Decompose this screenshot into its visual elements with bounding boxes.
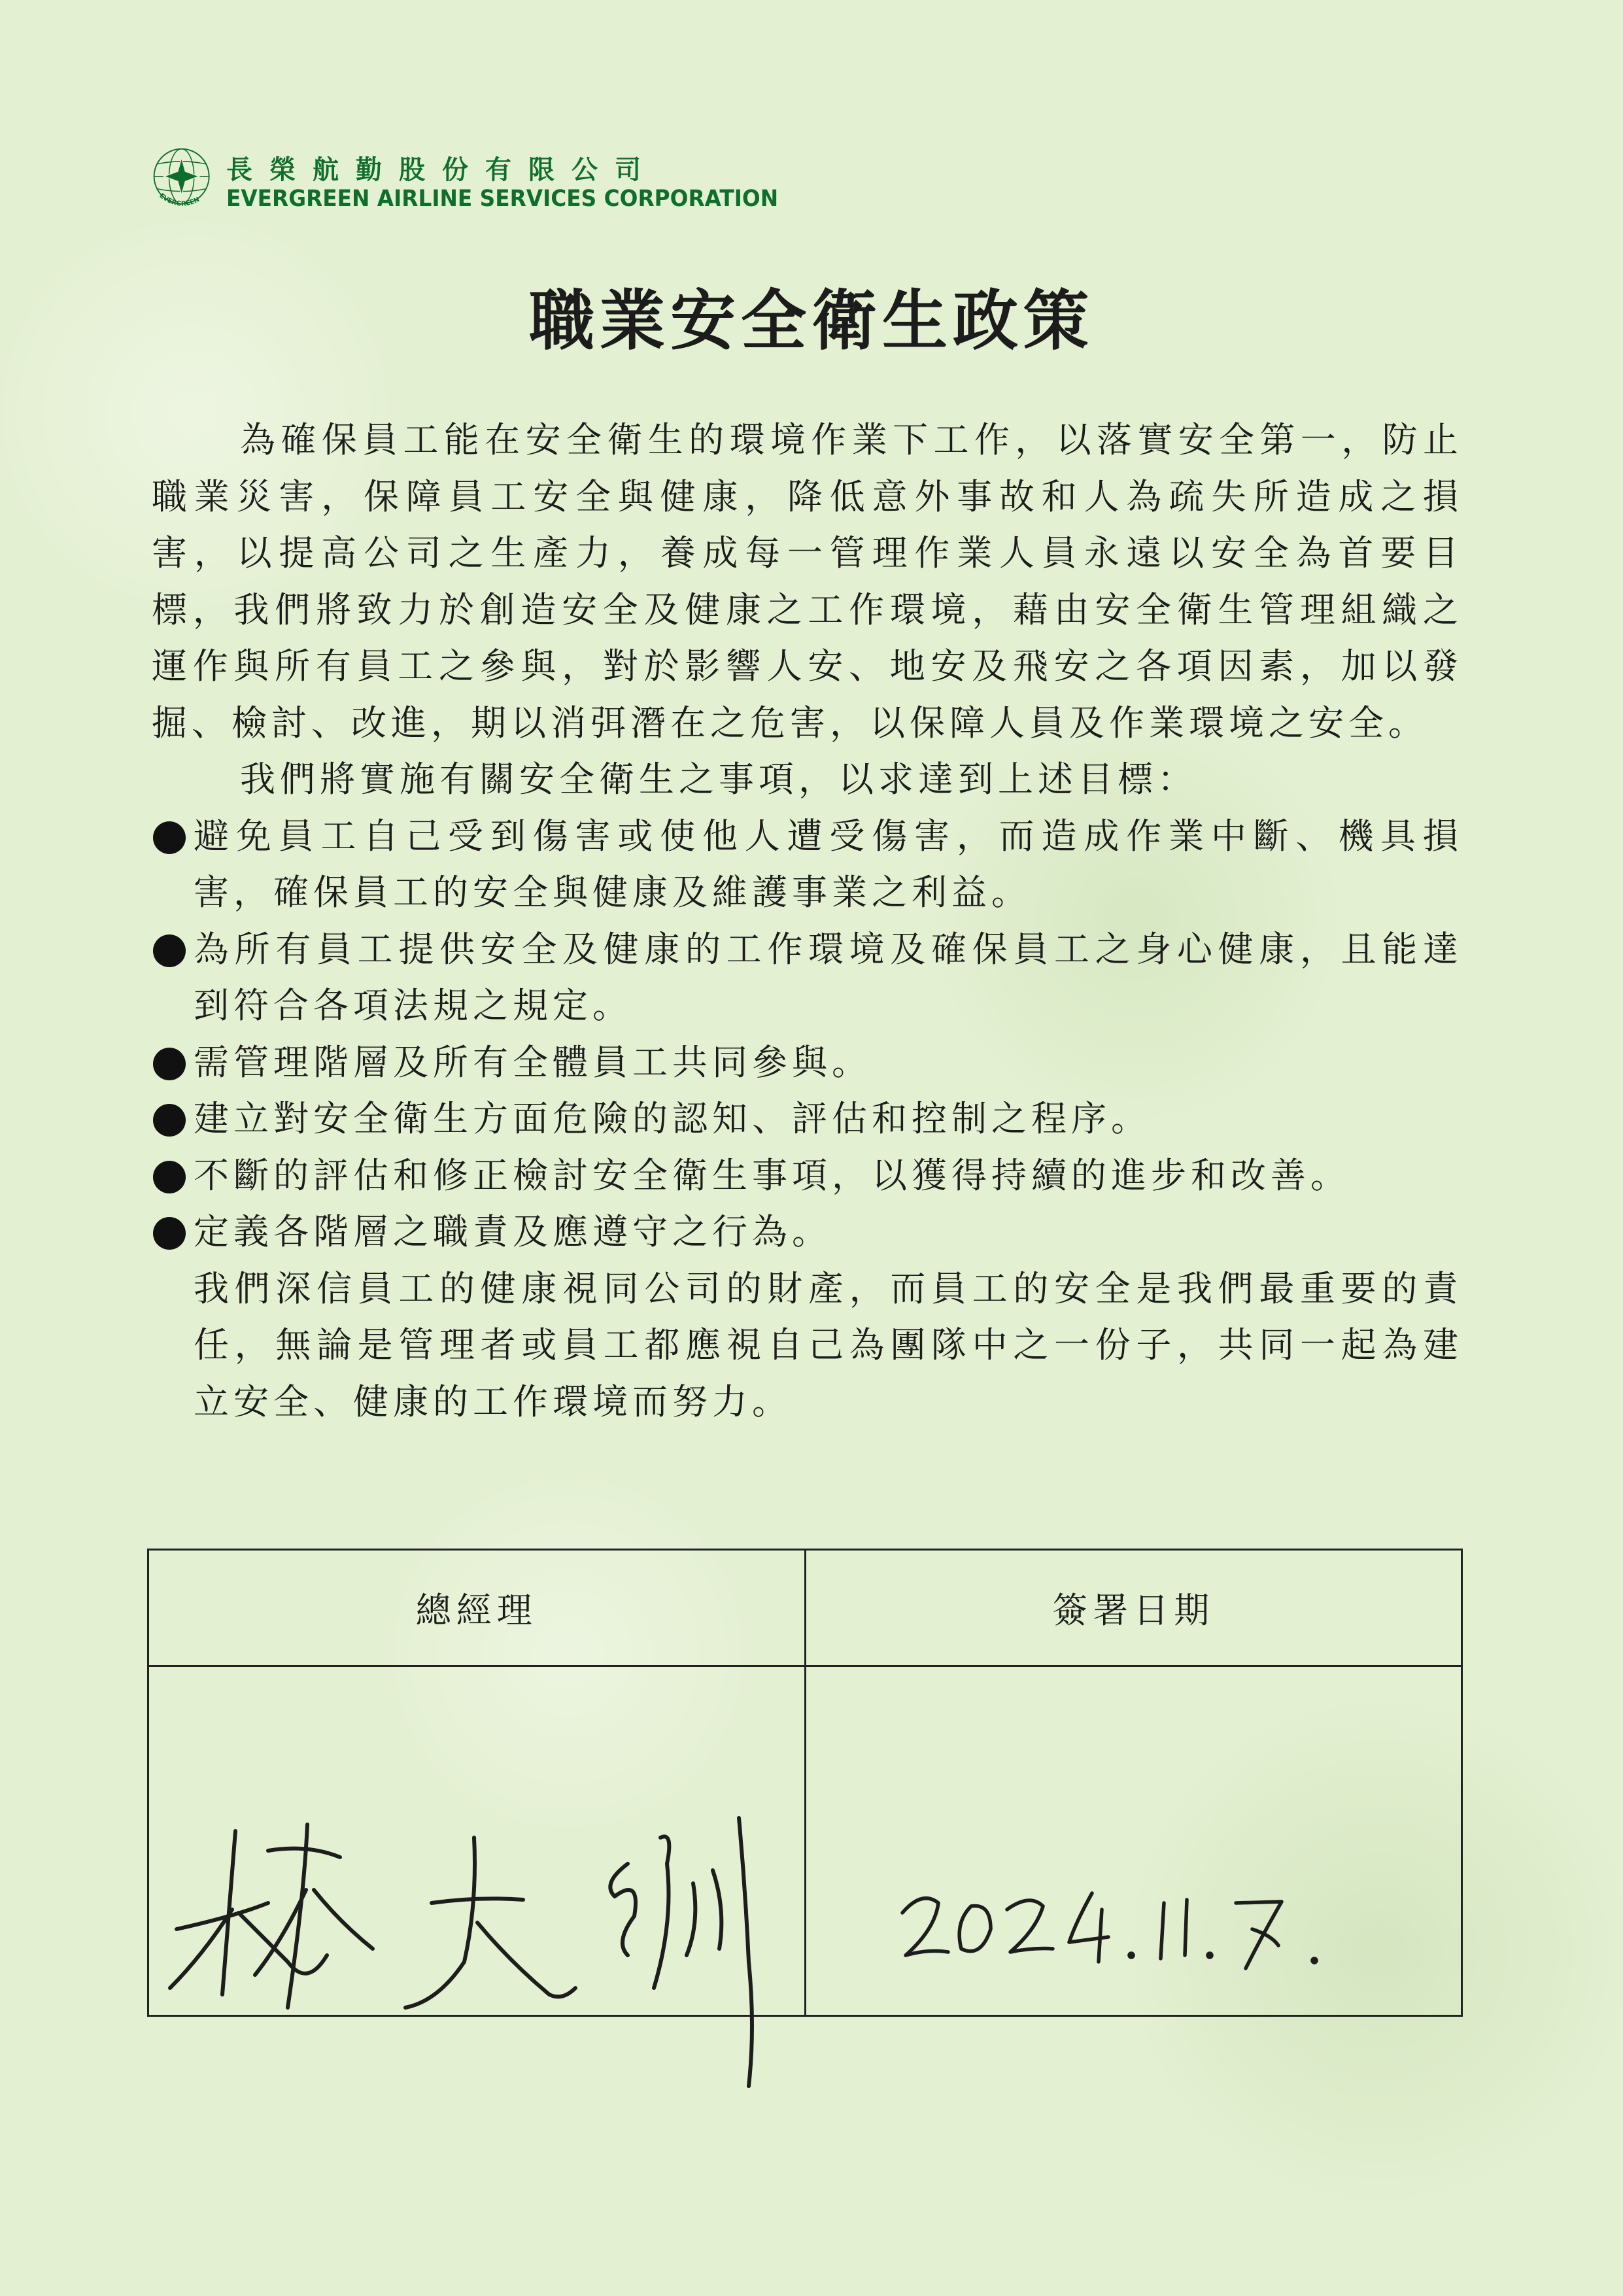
bullet-text: 建立對安全衛生方面危險的認知、評估和控制之程序。 — [194, 1098, 1151, 1139]
intro-paragraph: 為確保員工能在安全衛生的環境作業下工作，以落實安全第一，防止職業災害，保障員工安全與健康，降低意外事故和人為疏失所造成之損害，以提高公司之生產力，養成每一管理作業人員永遠以安全為首要目標，我們將致力於創造安全及健康之工作環境，藉由安全衛生管理組織之運作與所有員工之參與，對於影響人安、地安及飛安之各項因素，加以發掘、檢討、改進，期以消弭潛在之危害，以保障人員及作業環境之安全。 — [152, 419, 1463, 744]
list-item — [152, 1204, 1463, 1261]
bullet-text: 定義各階層之職責及應遵守之行為。 — [194, 1211, 832, 1252]
bullet-text: 避免員工自己受到傷害或使他人遭受傷害，而造成作業中斷、機具損害，確保員工的安全與健康及維護事業之利益。 — [194, 815, 1463, 913]
bullet-icon — [153, 1048, 186, 1080]
bullet-icon — [153, 1217, 186, 1250]
policy-body — [152, 412, 1463, 1430]
closing-paragraph: 我們深信員工的健康視同公司的財產，而員工的安全是我們最重要的責任，無論是管理者或員工都應視自己為團隊中之一份子，共同一起為建立安全、健康的工作環境而努力。 — [194, 1267, 1463, 1422]
list-item — [152, 921, 1463, 1035]
handwritten-date — [896, 1864, 1341, 1995]
bullet-icon — [153, 934, 186, 967]
bullet-icon — [153, 1104, 186, 1137]
sign-date-header: 簽署日期 — [805, 1550, 1462, 1666]
bullet-icon — [153, 821, 186, 854]
lead-paragraph: 我們將實施有關安全衛生之事項，以求達到上述目標： — [240, 759, 1197, 800]
company-name-en: EVERGREEN AIRLINE SERVICES CORPORATION — [226, 186, 779, 212]
svg-text:EVERGREEN: EVERGREEN — [158, 192, 201, 208]
bullet-text: 不斷的評估和修正檢討安全衛生事項，以獲得持續的進步和改善。 — [194, 1154, 1350, 1196]
list-item — [152, 1148, 1463, 1205]
bullet-icon — [153, 1161, 186, 1193]
list-item — [152, 1035, 1463, 1091]
bullet-text: 為所有員工提供安全及健康的工作環境及確保員工之身心健康，且能達到符合各項法規之規定。 — [194, 928, 1463, 1026]
general-manager-header: 總經理 — [148, 1550, 806, 1666]
company-name-zh: 長榮航勤股份有限公司 — [226, 155, 658, 185]
handwritten-signature — [157, 1792, 804, 2099]
policy-bullet-list — [152, 808, 1463, 1261]
evergreen-globe-star-icon — [149, 145, 218, 214]
bullet-text: 需管理階層及所有全體員工共同參與。 — [194, 1041, 872, 1083]
list-item — [152, 1091, 1463, 1148]
page-title: 職業安全衛生政策 — [529, 283, 1094, 359]
list-item — [152, 808, 1463, 921]
